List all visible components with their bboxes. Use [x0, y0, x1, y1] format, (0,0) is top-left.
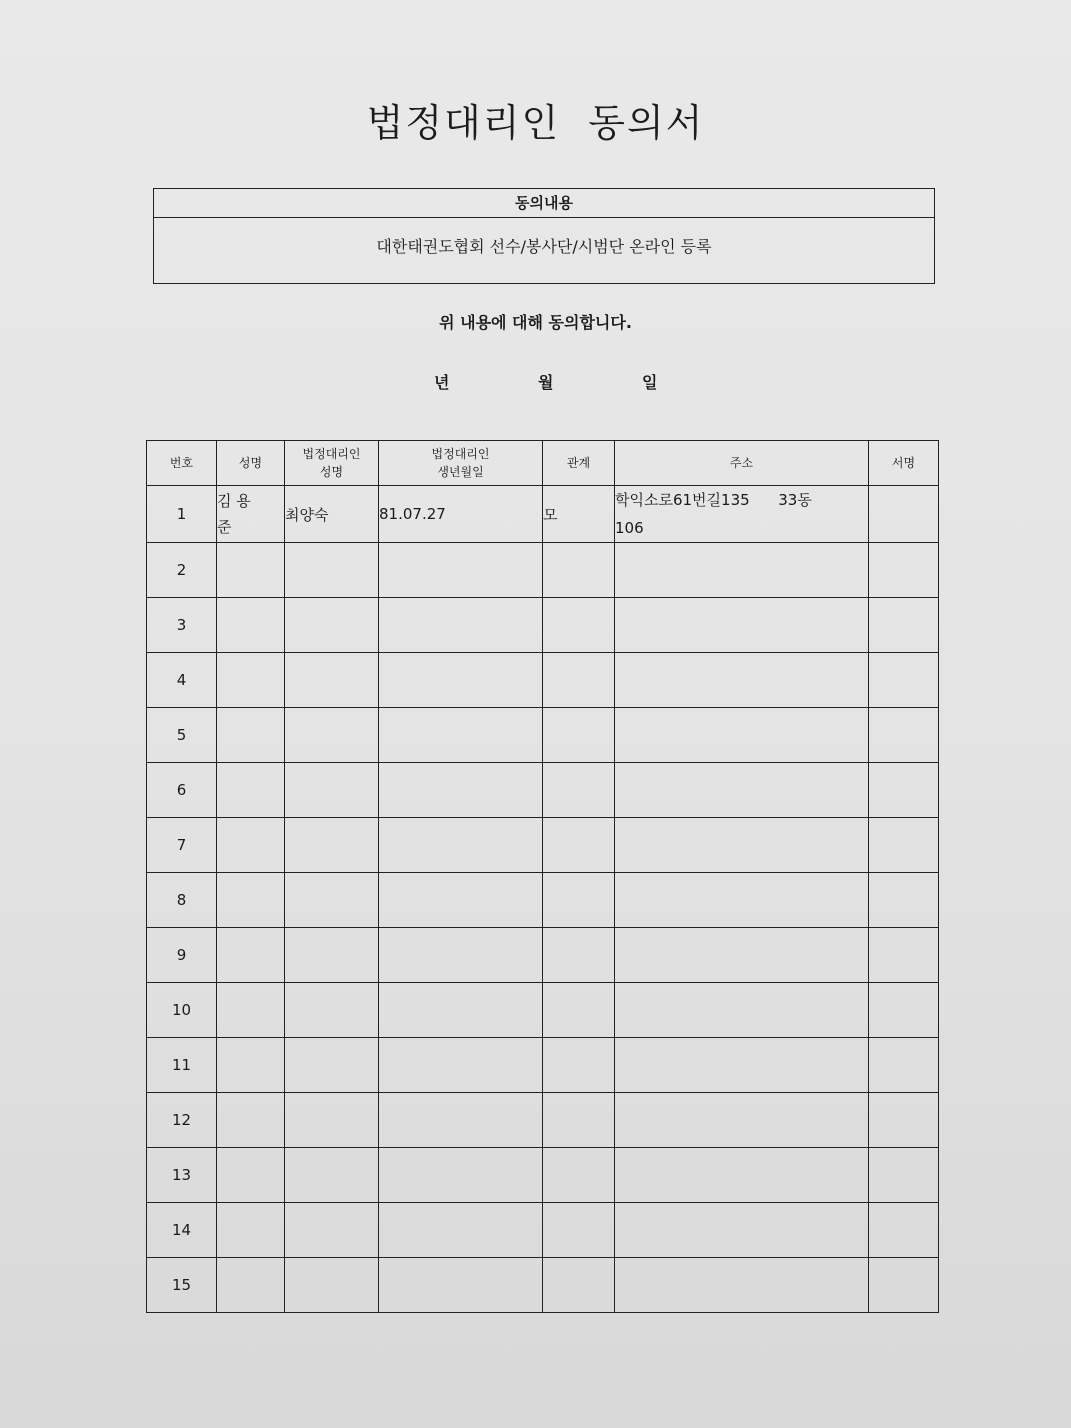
date-day-label: 일 — [642, 373, 658, 392]
row-number: 1 — [147, 486, 217, 543]
row-guardian-birth — [379, 1038, 543, 1093]
row-number: 10 — [147, 983, 217, 1038]
header-signature: 서명 — [869, 441, 939, 486]
row-name-cell — [217, 818, 285, 873]
header-guardian-name-line2: 성명 — [319, 465, 344, 479]
row-guardian-name — [285, 708, 379, 763]
header-guardian-name — [285, 441, 379, 486]
row-guardian-birth — [379, 928, 543, 983]
row-number: 4 — [147, 653, 217, 708]
row-name-line2: 준 — [217, 518, 232, 536]
row-guardian-birth — [379, 1093, 543, 1148]
row-name-cell — [217, 1258, 285, 1313]
row-relation — [543, 653, 615, 708]
row-guardian-birth — [379, 983, 543, 1038]
row-number: 3 — [147, 598, 217, 653]
agree-statement: 위 내용에 대해 동의합니다. — [439, 313, 632, 332]
row-guardian-name — [285, 1093, 379, 1148]
row-relation — [543, 928, 615, 983]
row-signature — [869, 1258, 939, 1313]
header-no: 번호 — [147, 441, 217, 486]
row-guardian-birth — [379, 873, 543, 928]
header-guardian-birth — [379, 441, 543, 486]
row-guardian-name: 최양숙 — [285, 486, 379, 543]
row-guardian-birth — [379, 818, 543, 873]
row-name-cell — [217, 763, 285, 818]
row-number: 6 — [147, 763, 217, 818]
row-guardian-name — [285, 653, 379, 708]
row-relation: 모 — [543, 486, 615, 543]
row-signature — [869, 653, 939, 708]
row-guardian-birth — [379, 1258, 543, 1313]
row-relation — [543, 983, 615, 1038]
table-row — [147, 1258, 939, 1313]
row-signature — [869, 1038, 939, 1093]
consent-text: 대한태권도협회 선수/봉사단/시범단 온라인 등록 — [376, 237, 712, 256]
row-signature — [869, 818, 939, 873]
row-number: 11 — [147, 1038, 217, 1093]
row-number: 2 — [147, 543, 217, 598]
row-name-cell — [217, 873, 285, 928]
row-number: 13 — [147, 1148, 217, 1203]
row-name-cell — [217, 983, 285, 1038]
table-row — [147, 1038, 939, 1093]
row-name-cell — [217, 1038, 285, 1093]
row-guardian-birth — [379, 653, 543, 708]
consent-header: 동의내용 — [154, 189, 934, 218]
row-guardian-birth — [379, 598, 543, 653]
row-signature — [869, 928, 939, 983]
row-address-cell — [615, 763, 869, 818]
row-number: 12 — [147, 1093, 217, 1148]
row-address-cell — [615, 1038, 869, 1093]
row-address-cell — [615, 653, 869, 708]
header-guardian-birth-line1: 법정대리인 — [431, 447, 490, 461]
row-signature — [869, 983, 939, 1038]
row-guardian-name — [285, 983, 379, 1038]
row-relation — [543, 763, 615, 818]
row-signature — [869, 763, 939, 818]
table-row — [147, 708, 939, 763]
row-relation — [543, 818, 615, 873]
row-address-cell — [615, 543, 869, 598]
consent-box — [153, 188, 935, 284]
row-signature — [869, 543, 939, 598]
row-relation — [543, 1258, 615, 1313]
row-name-cell — [217, 486, 285, 543]
table-row — [147, 983, 939, 1038]
table-row — [147, 543, 939, 598]
row-address-cell — [615, 1148, 869, 1203]
row-guardian-birth — [379, 763, 543, 818]
row-address-cell — [615, 598, 869, 653]
row-signature — [869, 1203, 939, 1258]
row-guardian-birth — [379, 1148, 543, 1203]
date-year-label: 년 — [434, 373, 450, 392]
row-guardian-name — [285, 1258, 379, 1313]
table-row — [147, 873, 939, 928]
row-number: 8 — [147, 873, 217, 928]
row-signature — [869, 1093, 939, 1148]
date-month-label: 월 — [538, 373, 554, 392]
table-row — [147, 653, 939, 708]
table-row — [147, 818, 939, 873]
row-relation — [543, 1148, 615, 1203]
header-relation: 관계 — [543, 441, 615, 486]
row-address-cell — [615, 486, 869, 543]
row-signature — [869, 598, 939, 653]
row-name-cell — [217, 598, 285, 653]
header-name: 성명 — [217, 441, 285, 486]
row-number: 5 — [147, 708, 217, 763]
row-guardian-name — [285, 1148, 379, 1203]
header-guardian-name-line1: 법정대리인 — [302, 447, 361, 461]
table-row — [147, 486, 939, 543]
row-relation — [543, 708, 615, 763]
row-number: 7 — [147, 818, 217, 873]
row-address-cell — [615, 708, 869, 763]
row-name-cell — [217, 1148, 285, 1203]
row-name-cell — [217, 543, 285, 598]
row-name-cell — [217, 1203, 285, 1258]
row-relation — [543, 873, 615, 928]
row-guardian-name — [285, 928, 379, 983]
row-address-line2: 106 — [615, 519, 644, 537]
row-address-cell — [615, 1093, 869, 1148]
row-guardian-name — [285, 1038, 379, 1093]
row-address-line1: 학익소로61번길135 33동 — [615, 491, 812, 509]
row-signature — [869, 873, 939, 928]
row-guardian-birth — [379, 1203, 543, 1258]
table-row — [147, 1148, 939, 1203]
row-guardian-birth — [379, 708, 543, 763]
row-guardian-birth — [379, 543, 543, 598]
row-name-cell — [217, 653, 285, 708]
row-name-cell — [217, 708, 285, 763]
table-row — [147, 763, 939, 818]
row-address-cell — [615, 818, 869, 873]
table-row — [147, 928, 939, 983]
row-signature — [869, 1148, 939, 1203]
row-relation — [543, 1093, 615, 1148]
table-header-row — [147, 441, 939, 486]
row-guardian-name — [285, 543, 379, 598]
row-guardian-name — [285, 818, 379, 873]
table-row — [147, 1203, 939, 1258]
row-address-cell — [615, 1258, 869, 1313]
table-row — [147, 1093, 939, 1148]
row-signature — [869, 708, 939, 763]
row-name-cell — [217, 928, 285, 983]
row-number: 15 — [147, 1258, 217, 1313]
row-name-cell — [217, 1093, 285, 1148]
row-address-cell — [615, 928, 869, 983]
row-relation — [543, 1038, 615, 1093]
row-relation — [543, 1203, 615, 1258]
row-address-cell — [615, 1203, 869, 1258]
row-guardian-name — [285, 1203, 379, 1258]
guardian-table — [146, 440, 939, 1313]
row-signature — [869, 486, 939, 543]
row-number: 14 — [147, 1203, 217, 1258]
row-guardian-name — [285, 763, 379, 818]
row-guardian-name — [285, 873, 379, 928]
row-relation — [543, 598, 615, 653]
row-number: 9 — [147, 928, 217, 983]
header-guardian-birth-line2: 생년월일 — [437, 465, 484, 479]
table-row — [147, 598, 939, 653]
row-guardian-birth: 81.07.27 — [379, 486, 543, 543]
row-address-cell — [615, 983, 869, 1038]
document-title: 법정대리인 동의서 — [366, 101, 705, 145]
header-address: 주소 — [615, 441, 869, 486]
row-name-line1: 김 용 — [217, 492, 251, 510]
row-address-cell — [615, 873, 869, 928]
row-relation — [543, 543, 615, 598]
row-guardian-name — [285, 598, 379, 653]
